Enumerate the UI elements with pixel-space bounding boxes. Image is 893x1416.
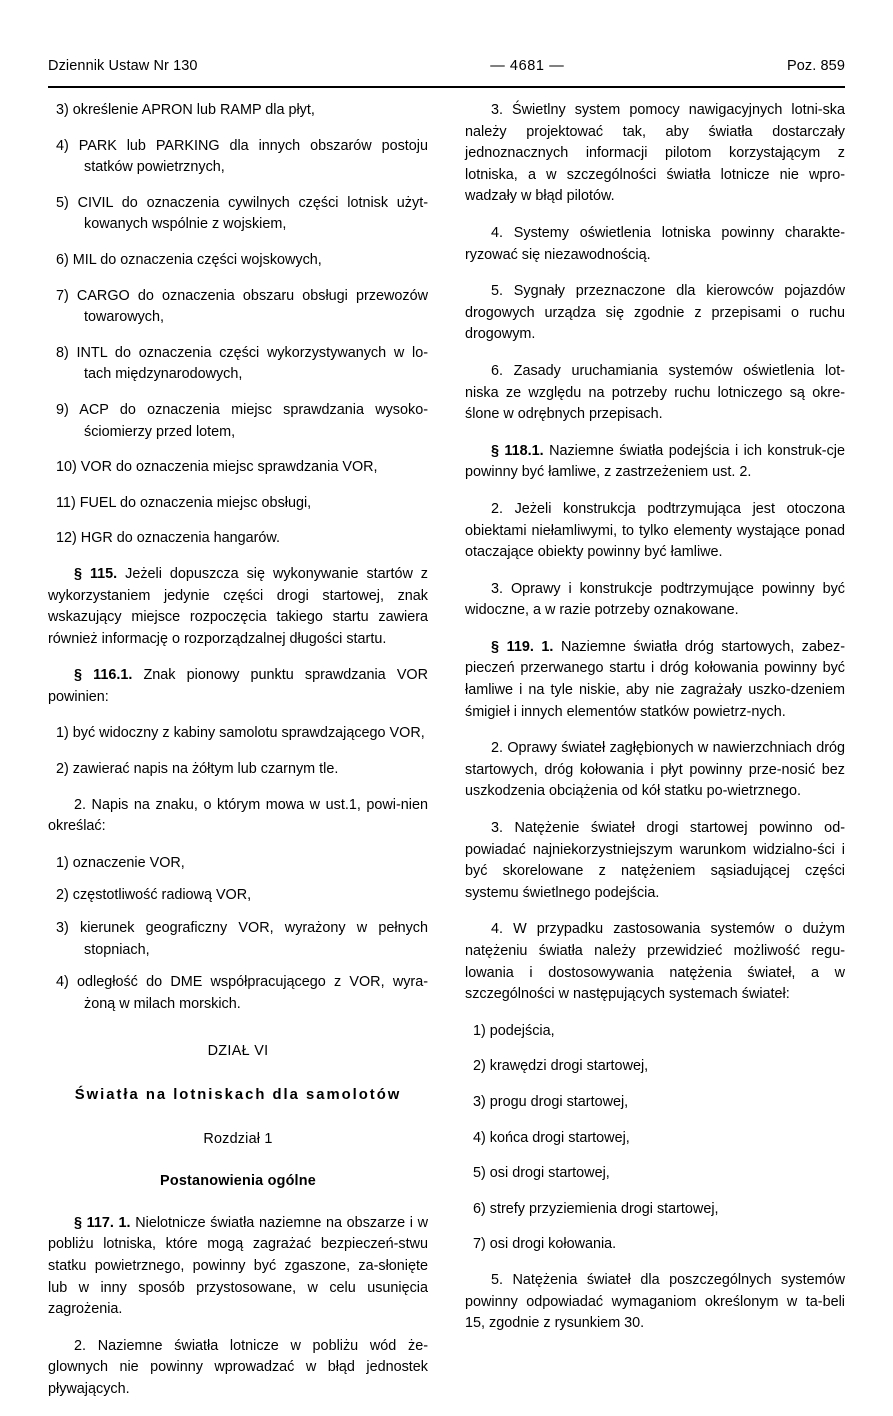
list-item: 4) PARK lub PARKING dla innych obszarów postoju statków powietrznych,	[56, 137, 428, 176]
header-divider	[48, 86, 845, 88]
paragraph-117-2: 2. Naziemne światła lotnicze w pobliżu wód że-​glownych nie powinny wprowadzać w błąd jednostek pływających.	[48, 1337, 428, 1397]
paragraph-119-4: 4. W przypadku zastosowania systemów o dużym natężeniu światła należy przewidzieć możliwość regu-​lowania i dostosowywania natężenia świateł, a w szczególności w następujących systemach świateł:	[465, 921, 845, 1003]
running-head	[48, 58, 845, 74]
heading-subtitle: Postanowienia ogólne	[160, 1173, 316, 1190]
list-item: 1) oznaczenie VOR,	[56, 854, 185, 871]
list-item: 1) podejścia,	[473, 1022, 555, 1039]
heading-rozdzial: Rozdział 1	[203, 1130, 273, 1147]
list-item: 11) FUEL do oznaczenia miejsc obsługi,	[56, 494, 312, 511]
paragraph-119-1: § 119. 1. Naziemne światła dróg startowych, zabez-​pieczeń przerwanego startu i dróg kołowania powinny być łamliwe i na tyle niskie, aby nie zagrażały uszko-​dzeniem śmigieł i innych elementów statków powietrz-​nych.	[465, 638, 845, 720]
text-columns	[48, 100, 845, 1416]
paragraph-118-2: 2. Jeżeli konstrukcja podtrzymująca jest otoczona obiektami niełamliwymi, to tylko elementy wystające ponad otaczające obiekty powinny być łamliwe.	[465, 500, 845, 561]
paragraph-119-2: 2. Oprawy świateł zagłębionych w nawierzchniach dróg startowych, dróg kołowania i płyt powinny prze-​nosić bez uszkodzenia obciążenia od kół statku po-​wietrznego.	[465, 740, 845, 800]
section-headings	[48, 1041, 428, 1192]
list-item: 7) osi drogi kołowania.	[473, 1236, 617, 1253]
list-item: 3) kierunek geograficzny VOR, wyrażony w pełnych stopniach,	[56, 920, 428, 958]
paragraph-117-1: § 117. 1. Nielotnicze światła naziemne na obszarze i w pobliżu lotniska, które mogą zagrażać bezpieczeń-​stwu statku powietrznego, powinny być zgaszone, za-​słonięte lub w inny sposób przystosowane, w celu usunięcia zagrożenia.	[48, 1214, 428, 1318]
list-item: 5) osi drogi startowej,	[473, 1165, 610, 1182]
left-column	[48, 100, 428, 1416]
heading-title: Światła na lotniskach dla samolotów	[74, 1087, 402, 1103]
paragraph-5: 5. Sygnały przeznaczone dla kierowców pojazdów drogowych urządza się zgodnie z przepisami o ruchu drogowym.	[465, 283, 845, 343]
paragraph-119-5: 5. Natężenia świateł dla poszczególnych systemów powinny odpowiadać wymaganiom określonym w ta-​beli 15, zgodnie z rysunkiem 30.	[465, 1271, 845, 1332]
journal-title: Dziennik Ustaw Nr 130	[48, 58, 198, 74]
list-item: 3) progu drogi startowej,	[473, 1093, 629, 1110]
list-item: 1) być widoczny z kabiny samolotu sprawdzającego VOR,	[56, 725, 425, 742]
list-item: 9) ACP do oznaczenia miejsc sprawdzania wysoko-​ściomierzy przed lotem,	[56, 401, 428, 440]
list-item: 4) odległość do DME współpracującego z VOR, wyra-​żoną w milach morskich.	[56, 974, 428, 1012]
right-column	[465, 100, 845, 1416]
paragraph-118-1: § 118.1. Naziemne światła podejścia i ich konstruk-​cje powinny być łamliwe, z zastrzeżeniem ust. 2.	[465, 442, 845, 481]
paragraph-3: 3. Świetlny system pomocy nawigacyjnych lotni-​ska należy projektować tak, aby światła dostarczały jednoznacznych informacji pilotom korzystającym z lotniska, a w szczególności światła lotnicze nie wpro-​wadzały w błąd pilotów.	[465, 102, 845, 205]
list-item: 3) określenie APRON lub RAMP dla płyt,	[56, 102, 315, 118]
list-item: 6) strefy przyziemienia drogi startowej,	[473, 1200, 719, 1217]
paragraph-116-1: § 116.1. Znak pionowy punktu sprawdzania VOR powinien:	[48, 667, 429, 705]
paragraph-6: 6. Zasady uruchamiania systemów oświetlenia lot-​niska ze względu na potrzeby ruchu lotniczego są okre-​ślone w odrębnych przepisach.	[465, 362, 845, 423]
list-item: 2) krawędzi drogi startowej,	[473, 1058, 649, 1075]
paragraph-118-3: 3. Oprawy i konstrukcje podtrzymujące powinny być widoczne, a w razie potrzeby oznakowane.	[465, 580, 845, 619]
paragraph-4: 4. Systemy oświetlenia lotniska powinny charakte-​ryzować się niezawodnością.	[465, 224, 845, 263]
list-item: 2) częstotliwość radiową VOR,	[56, 887, 252, 904]
list-item: 10) VOR do oznaczenia miejsc sprawdzania VOR,	[56, 459, 378, 476]
list-item: 6) MIL do oznaczenia części wojskowych,	[56, 251, 322, 268]
list-item: 7) CARGO do oznaczenia obszaru obsługi przewozów towarowych,	[56, 287, 428, 326]
paragraph-116-2: 2. Napis na znaku, o którym mowa w ust.1, powi-​nien określać:	[48, 796, 428, 835]
list-item: 12) HGR do oznaczenia hangarów.	[56, 530, 280, 547]
position-number: Poz. 859	[786, 58, 845, 74]
paragraph-115: § 115. Jeżeli dopuszcza się wykonywanie startów z wykorzystaniem jedynie części drogi startowej, znak wskazujący miejsce rozpoczęcia takiego startu zawiera również informację o rozporządzalnej długości startu.	[48, 565, 429, 647]
page-number: — 4681 —	[490, 58, 565, 74]
list-item: 4) końca drogi startowej,	[473, 1129, 630, 1146]
list-item: 8) INTL do oznaczenia części wykorzystywanych w lo-​tach międzynarodowych,	[56, 344, 428, 383]
list-item: 2) zawierać napis na żółtym lub czarnym tle.	[56, 761, 339, 778]
list-item: 5) CIVIL do oznaczenia cywilnych części lotnisk użyt-​kowanych wspólnie z wojskiem,	[56, 194, 428, 233]
paragraph-119-3: 3. Natężenie świateł drogi startowej powinno od-​powiadać najniekorzystniejszym warunkom widzialno-​ści i być skorelowane z natężeniem sąsiadującej części systemu świetlnego podejścia.	[465, 820, 845, 901]
heading-dzial: DZIAŁ VI	[207, 1043, 269, 1060]
